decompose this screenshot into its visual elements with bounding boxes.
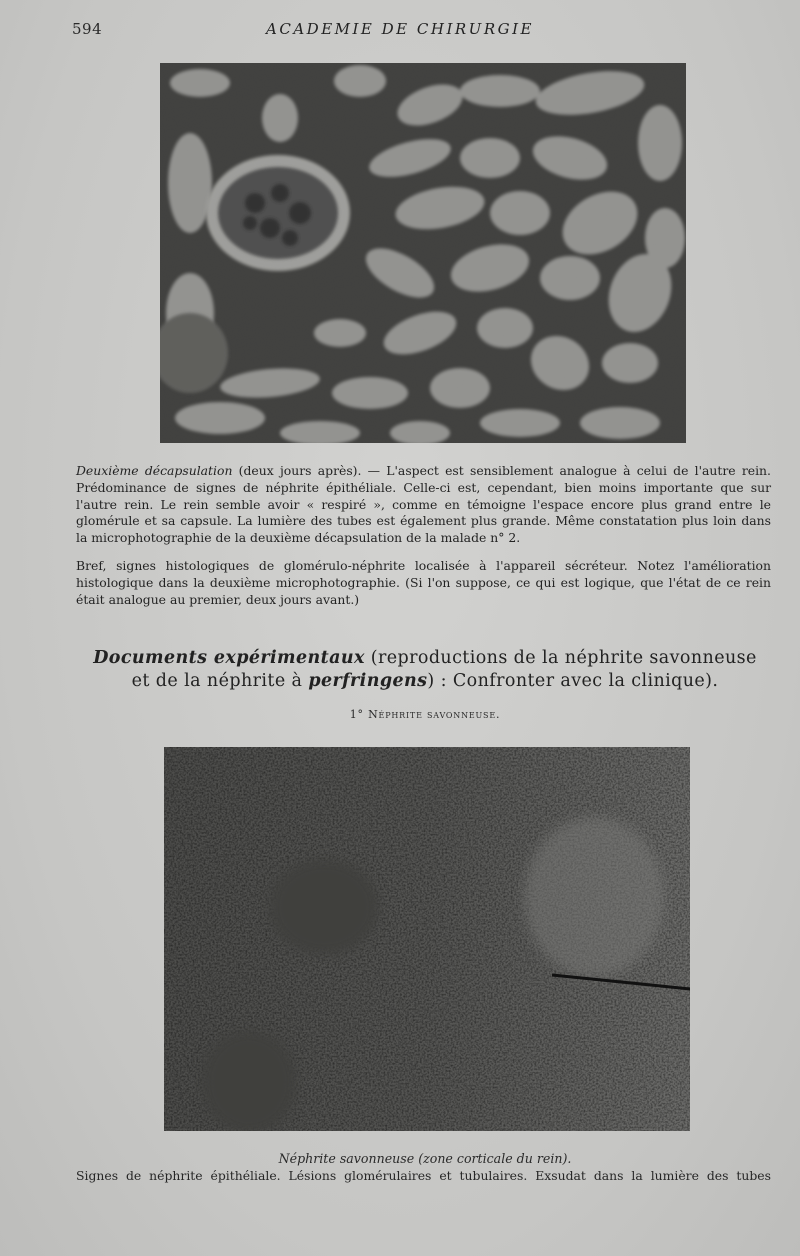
subsection-heading: 1° Néphrite savonneuse. [349, 708, 501, 721]
continuation-text: Signes de néphrite épithéliale. Lésions glomérulaires et tubulaires. Exsudat dans la lumière des tubes [76, 1168, 771, 1183]
section-title-emphasis: Documents expérimentaux [93, 648, 365, 668]
section-title-perfringens: perfringens [308, 671, 428, 691]
figure1-caption-text: (deux jours après). — L'aspect est sensiblement analogue à celui de l'autre rein. Prédominance de signes de néphrite épithéliale. Celle-ci est, cependant, bien moins importante que sur l'autre rein. Le rein semble avoir « respiré », comme en témoigne l'espace encore plus grand entre le glomérule et sa capsule. La lumière des tubes est également plus grande. Même constatation plus loin dans la microphotographie de la deuxième décapsulation de la malade n° 2. [76, 463, 771, 546]
figure1-caption-lead: Deuxième décapsulation [76, 463, 233, 478]
section-title-line2a: et de la néphrite à [131, 671, 309, 691]
section-title-rest: (reproductions de la néphrite savonneuse [364, 648, 757, 668]
micrograph-nephrite-savonneuse [164, 747, 690, 1131]
figure1-caption [76, 463, 771, 547]
summary-paragraph: Bref, signes histologiques de glomérulo-néphrite localisée à l'appareil sécréteur. Notez l'amélioration histologique dans la deuxième microphotographie. (Si l'on suppose, ce qui est logique, que l'état de ce rein était analogue au premier, deux jours avant.) [76, 558, 771, 607]
page-number: 594 [72, 20, 103, 38]
section-title-line2b: ) : Confronter avec la clinique). [427, 671, 719, 691]
section-title [0, 647, 800, 693]
figure2-caption: Néphrite savonneuse (zone corticale du rein). [278, 1151, 572, 1166]
running-title: ACADEMIE DE CHIRURGIE [266, 20, 534, 38]
micrograph-kidney-decapsulation [160, 63, 686, 443]
